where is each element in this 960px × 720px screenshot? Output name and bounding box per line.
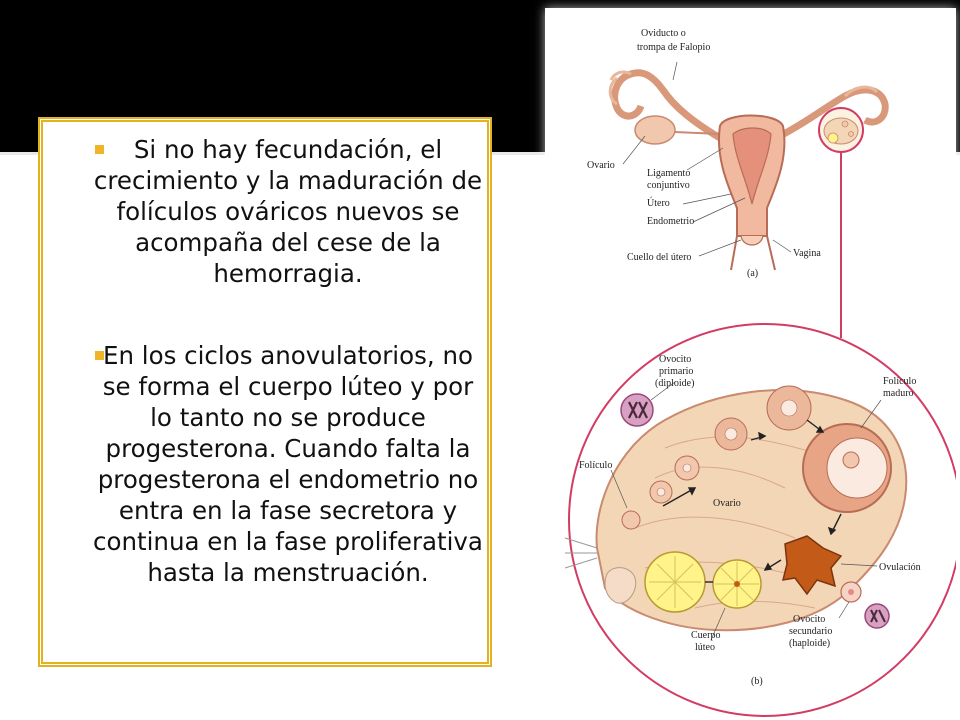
- label-corpus-luteum-1: Cuerpo: [691, 630, 721, 641]
- panel-a-label: (a): [747, 268, 759, 279]
- haploid-chromosomes: [865, 604, 889, 628]
- uterus-illustration: [587, 28, 885, 338]
- bullet-text: En los ciclos anovulatorios, no se forma el cuerpo lúteo y por lo tanto no se produce progesterona. Cuando falta la progesterona el endometrio no entra en la fase secretora y continua en la fase proliferativa hasta la menstruación.: [93, 341, 483, 587]
- label-uterus: Útero: [647, 198, 670, 209]
- label-ovulation: Ovulación: [879, 562, 921, 573]
- bullet-text: Si no hay fecundación, el crecimiento y la maduración de folículos ováricos nuevos se acompaña del cese de la hemorragia.: [93, 135, 483, 288]
- label-corpus-luteum-2: lúteo: [695, 642, 715, 653]
- label-oviduct-line2: trompa de Falopio: [637, 42, 711, 53]
- label-ovary-a: Ovario: [587, 160, 615, 171]
- label-mature-follicle-2: maduro: [883, 388, 914, 399]
- label-secondary-oocyte-1: Ovocito: [793, 614, 826, 625]
- label-follicle: Folículo: [579, 460, 613, 471]
- label-cervix: Cuello del útero: [627, 252, 692, 263]
- label-ovary-b: Ovario: [713, 498, 741, 509]
- label-mature-follicle-1: Folículo: [883, 376, 917, 387]
- label-primary-oocyte-1: Ovocito: [659, 354, 692, 365]
- label-endometrium: Endometrio: [647, 216, 695, 227]
- diploid-chromosomes: [621, 394, 653, 426]
- content-text-box: [38, 117, 492, 667]
- label-primary-oocyte-3: (diploide): [655, 378, 695, 389]
- reproductive-diagram: [545, 8, 956, 720]
- label-primary-oocyte-2: primario: [659, 366, 694, 377]
- label-ligament-line1: Ligamento: [647, 168, 691, 179]
- label-oviduct-line1: Oviducto o: [641, 28, 686, 39]
- label-vagina: Vagina: [793, 248, 821, 259]
- label-ligament-line2: conjuntivo: [647, 180, 690, 191]
- ovary-cycle-illustration: [565, 324, 956, 716]
- left-ovary: [635, 116, 675, 144]
- panel-b-label: (b): [751, 676, 763, 687]
- label-secondary-oocyte-2: secundario: [789, 626, 833, 637]
- label-secondary-oocyte-3: (haploide): [789, 638, 831, 649]
